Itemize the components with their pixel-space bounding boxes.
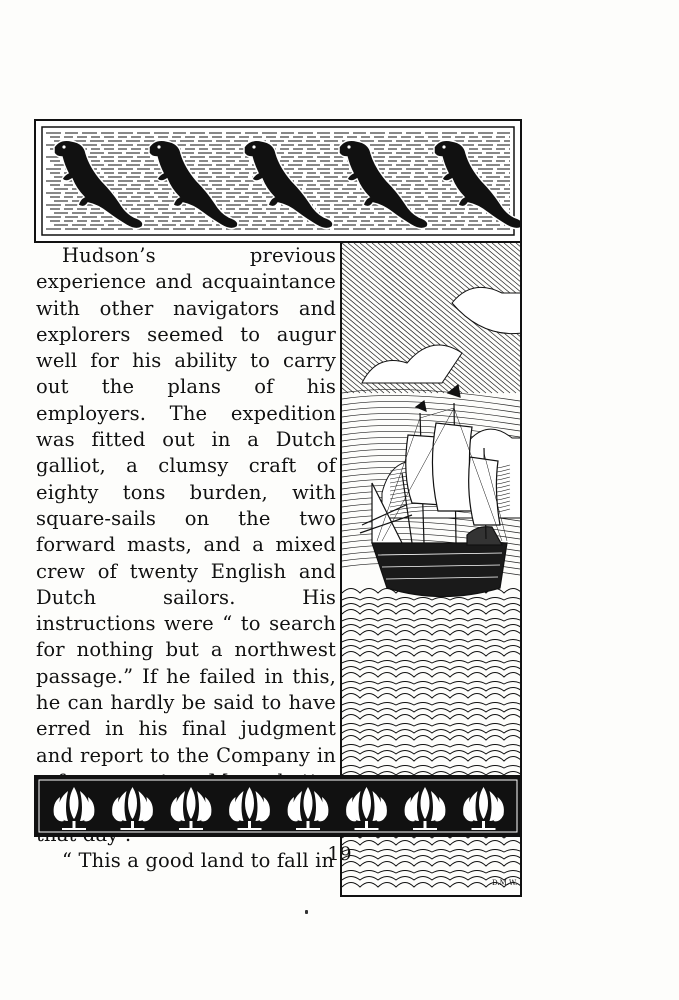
tulip-icon — [463, 787, 504, 829]
tulip-icon — [346, 787, 387, 829]
tulip-icon — [405, 787, 446, 829]
quotation-start: “ This a good land to fall in — [62, 848, 335, 872]
tulip-icon — [112, 787, 153, 829]
tulip-icon — [288, 787, 329, 829]
tulip-icon — [171, 787, 212, 829]
beaver-frieze-illustration — [36, 121, 520, 241]
page-number: 19 — [327, 843, 352, 865]
tulip-frieze — [34, 775, 522, 837]
ship — [360, 385, 507, 597]
tulip-icon — [54, 787, 95, 829]
illustrator-monogram: D.M.W. — [492, 879, 518, 887]
tulip-icon — [229, 787, 270, 829]
ink-speck — [305, 910, 308, 914]
beaver-frieze — [34, 119, 522, 243]
tulip-frieze-illustration — [36, 777, 520, 835]
body-paragraph: Hudson’s previous experience and acquaintance with other navigators and explorers seemed to augur well for his ability to carry out the plans of his employers. The expedition was fitted out in a Dutch galliot, a clumsy craft of eighty tons burden, with square-sails on the two forward masts, and a mixed crew of twenty English and Dutch sailors. His instructions were “ to search for nothing but a northwest passage.” If he failed in this, he can hardly be said to have erred in his final judgment and report to the Company in — [36, 244, 336, 767]
